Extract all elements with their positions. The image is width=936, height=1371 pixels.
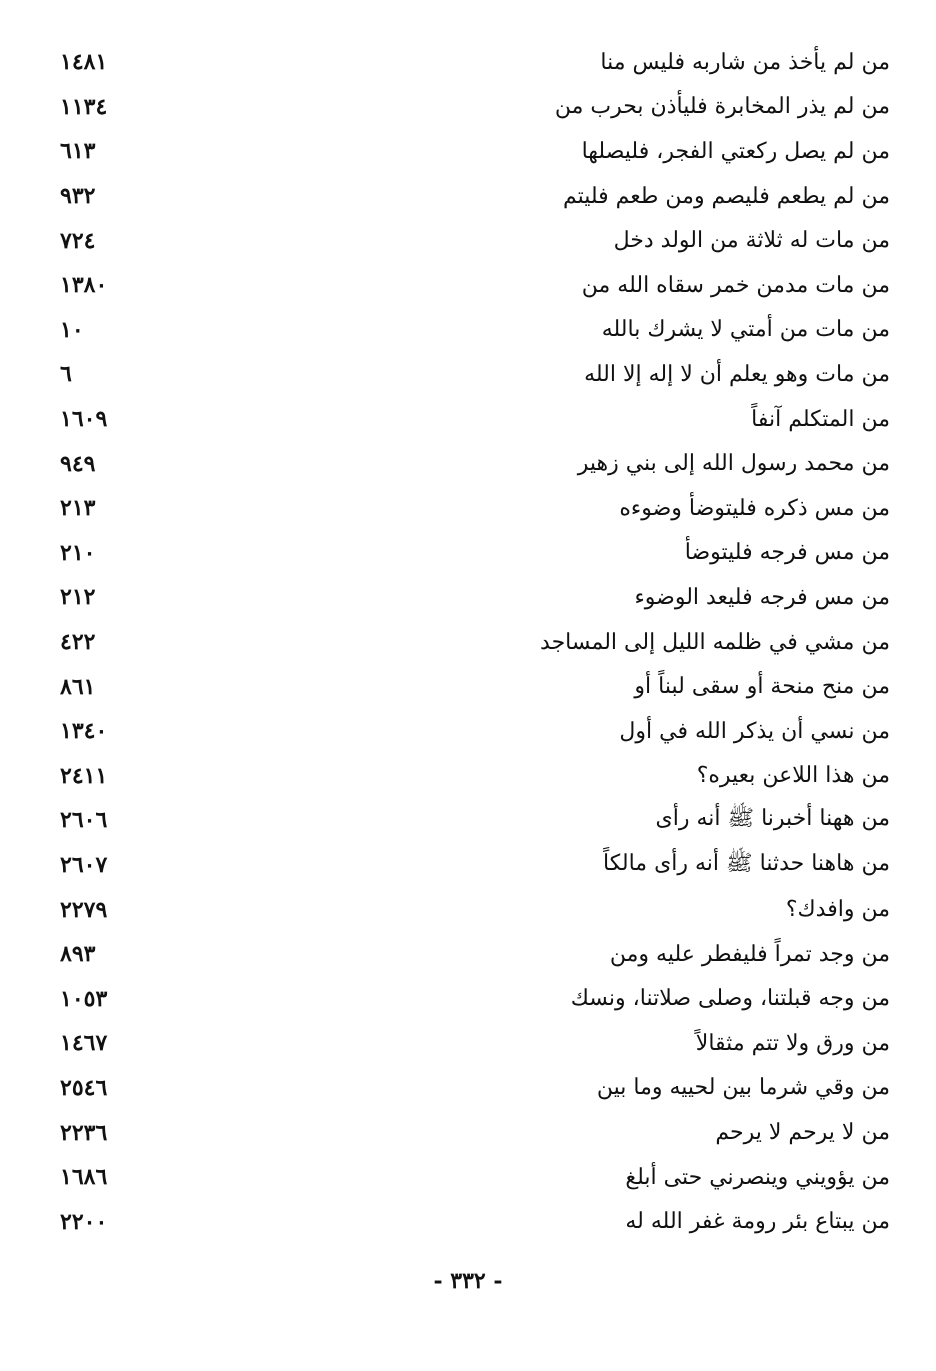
entry-number: ٢١٢ [60,584,96,611]
entry-number: ٨٦١ [60,673,96,700]
entry-text: من لم يذر المخابرة فليأذن بحرب من [554,94,890,120]
entry-number: ٤٢٢ [60,629,96,656]
index-entry [60,754,890,799]
index-entry [60,486,890,531]
index-entry [60,976,890,1021]
entry-number: ٢٦٠٧ [60,851,108,878]
index-entry [60,397,890,442]
entry-number: ١٠ [60,316,84,343]
index-entry [60,843,890,888]
entry-number: ١٦٨٦ [60,1164,108,1191]
entry-number: ٧٢٤ [60,227,96,254]
entry-text: من لم يصل ركعتي الفجر، فليصلها [581,138,890,164]
index-entry [60,531,890,576]
entry-number: ١٦٠٩ [60,406,108,433]
entry-number: ٨٩٣ [60,941,96,968]
entry-number: ٢١٣ [60,495,96,522]
entry-text: من منح منحة أو سقى لبناً أو [634,674,890,700]
index-entry [60,798,890,843]
index-entry [60,1066,890,1111]
entry-text: من وقي شرما بين لحييه وما بين [596,1075,890,1101]
entry-text: من مشي في ظلمه الليل إلى المساجد [540,629,890,655]
entry-number: ٦ [60,361,72,388]
entry-text: من ههنا أخبرنا ﷺ أنه رأى [655,806,890,832]
entry-number: ٢١٠ [60,539,96,566]
index-entry [60,709,890,754]
hadith-index-list [60,40,890,1244]
index-entry [60,1110,890,1155]
entry-text: من وجه قبلتنا، وصلى صلاتنا، ونسك [570,986,890,1012]
entry-text: من مس فرجه فليعد الوضوء [634,584,890,610]
entry-text: من لم يطعم فليصم ومن طعم فليتم [562,183,890,209]
entry-text: من مات مدمن خمر سقاه الله من [581,272,890,298]
entry-number: ١١٣٤ [60,93,108,120]
index-entry [60,129,890,174]
entry-number: ١٤٦٧ [60,1030,108,1057]
entry-number: ٩٤٩ [60,450,96,477]
entry-text: من يؤويني وينصرني حتى أبلغ [625,1164,890,1190]
entry-text: من وافدك؟ [785,897,890,923]
index-entry [60,441,890,486]
index-entry [60,263,890,308]
entry-text: من هذا اللاعن بعيره؟ [696,763,890,789]
entry-number: ١٣٨٠ [60,272,108,299]
entry-text: من هاهنا حدثنا ﷺ أنه رأى مالكاً [603,850,890,876]
entry-text: من محمد رسول الله إلى بني زهير [577,451,890,477]
index-entry [60,575,890,620]
entry-number: ٢٤١١ [60,762,108,789]
index-entry [60,664,890,709]
index-entry [60,1155,890,1200]
entry-number: ٢٥٤٦ [60,1074,108,1101]
entry-number: ١٤٨١ [60,49,108,76]
entry-number: ٢٢٣٦ [60,1119,108,1146]
entry-text: من لم يأخذ من شاربه فليس منا [600,49,890,75]
entry-text: من لا يرحم لا يرحم [715,1120,890,1146]
entry-text: من يبتاع بئر رومة غفر الله له [625,1209,890,1235]
index-entry [60,218,890,263]
entry-text: من مات وهو يعلم أن لا إله إلا الله [584,361,890,387]
entry-text: من نسي أن يذكر الله في أول [619,718,890,744]
entry-number: ٢٢٧٩ [60,896,108,923]
entry-number: ٢٢٠٠ [60,1208,108,1235]
entry-number: ٢٦٠٦ [60,807,108,834]
index-entry [60,620,890,665]
index-entry [60,887,890,932]
index-entry [60,174,890,219]
entry-text: من وجد تمراً فليفطر عليه ومن [609,941,890,967]
index-entry [60,40,890,85]
entry-text: من مات له ثلاثة من الولد دخل [613,228,890,254]
entry-number: ٩٣٢ [60,183,96,210]
index-entry [60,85,890,130]
entry-number: ١٣٤٠ [60,718,108,745]
index-entry [60,352,890,397]
entry-number: ١٠٥٣ [60,985,108,1012]
index-entry [60,1021,890,1066]
index-entry [60,932,890,977]
entry-number: ٦١٣ [60,138,96,165]
entry-text: من مات من أمتي لا يشرك بالله [601,317,890,343]
index-entry [60,308,890,353]
entry-text: من مس فرجه فليتوضأ [684,540,890,566]
page-number: - ٣٣٢ - [433,1268,503,1294]
entry-text: من مس ذكره فليتوضأ وضوءه [619,495,890,521]
index-entry [60,1199,890,1244]
entry-text: من المتكلم آنفاً [751,406,890,432]
entry-text: من ورق ولا تتم مثقالاً [695,1030,890,1056]
